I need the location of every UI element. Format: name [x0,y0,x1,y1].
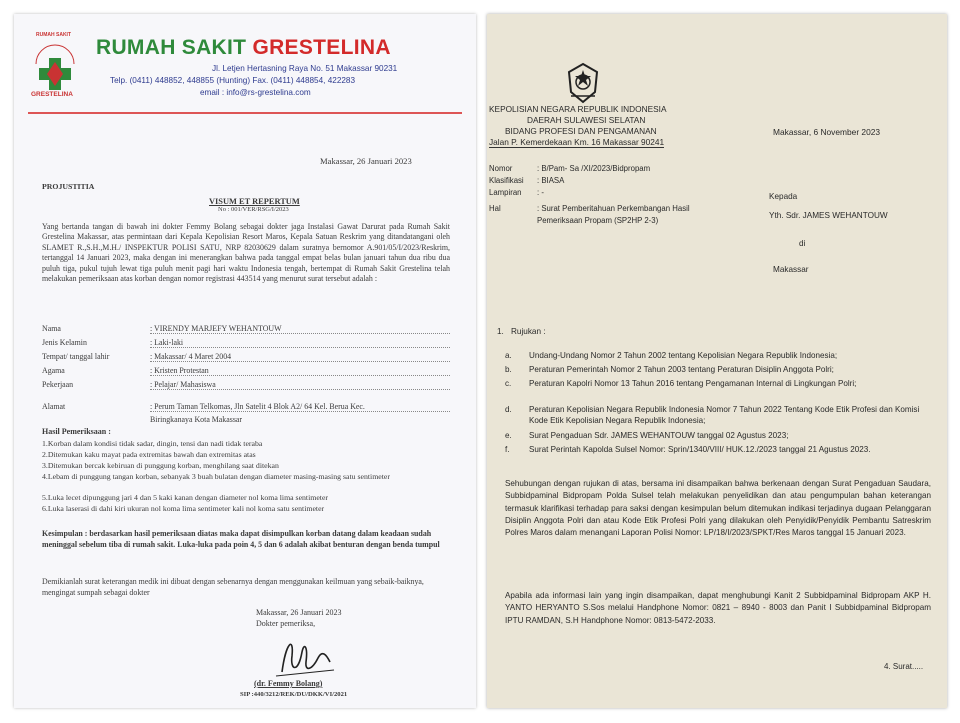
doctor-name: (dr. Femmy Bolang) [254,679,323,688]
identity-value: : Pelajar/ Mahasiswa [150,380,450,390]
body-paragraph-2: Apabila ada informasi lain yang ingin disampaikan, dapat menghubungi Kanit 2 Subbidpaminal Bidpropam AKP H. YANTO HERYANTO S.Sos melalui Handphone Nomor: 0821 – 8940 - 8003 dan Panit I Subbidpaminal Bidpropam IPTU RAMDAN, S.H Handphone Nomor: 0813-5472-2033. [505,591,931,625]
rujukan-label: Rujukan : [511,327,546,336]
meta-key: Nomor [489,164,513,173]
hospital-name-suffix: GRESTELINA [252,36,391,59]
document-title: VISUM ET REPERTUM [209,197,300,206]
reference-mark: a. [505,351,512,360]
subject-line-2: Pemeriksaan Propam (SP2HP 2-3) [537,216,659,225]
address-line-2: Biringkanaya Kota Makassar [150,415,243,424]
reference-item [505,378,935,402]
reference-mark: c. [505,379,512,388]
reference-text: Peraturan Kepolisian Negara Republik Indonesia Nomor 7 Tahun 2022 Tentang Kode Etik Profesi dan Komisi Kode Etik Kepolisian Negara Republik Indonesia; [529,405,920,426]
identity-label: Nama [42,324,61,333]
reference-mark: e. [505,431,512,440]
police-emblem-icon [563,62,603,104]
projustitia-label: PROJUSTITIA [42,182,95,191]
findings-title: Hasil Pemeriksaan : [42,427,111,436]
recipient-kepada: Kepada [769,192,798,201]
letter-date: Makassar, 6 November 2023 [773,127,881,137]
next-page-marker: 4. Surat..... [884,662,924,671]
identity-row [42,338,452,348]
letter-date: Makassar, 26 Januari 2023 [320,156,412,166]
reference-mark: f. [505,445,510,454]
police-header-line: DAERAH SULAWESI SELATAN [527,115,646,125]
finding-item: 6.Luka laserasi di dahi kiri ukuran nol koma lima sentimeter kali nol koma satu sentimeter [42,504,325,513]
doctor-sip: SIP :440/3212/REK/DU/DKK/VI/2021 [240,691,348,698]
identity-value: : Laki-laki [150,338,450,348]
police-header-line: KEPOLISIAN NEGARA REPUBLIK INDONESIA [489,104,667,114]
police-header-line: Jalan P. Kemerdekaan Km. 16 Makassar 90241 [489,137,665,147]
identity-row [42,402,452,412]
closing-paragraph: Demikianlah surat keterangan medik ini dibuat dengan sebenarnya dengan menggunakan keilmuan yang sebaik-baiknya, mengingat sumpah sebagai dokter [42,577,424,597]
signature-date: Makassar, 26 Januari 2023 [256,608,342,617]
hospital-email: email : info@rs-grestelina.com [200,88,311,97]
reference-item [505,404,935,428]
recipient-city: Makassar [773,265,809,274]
finding-item: 3.Ditemukan bercak kebiruan di punggung korban, menghilang saat ditekan [42,461,279,470]
reference-text: Surat Pengaduan Sdr. JAMES WEHANTOUW tanggal 02 Agustus 2023; [529,431,789,440]
meta-value: : Surat Pemberitahuan Perkembangan Hasil [537,204,690,213]
identity-value: : Kristen Protestan [150,366,450,376]
reference-item [505,364,935,376]
finding-item: 4.Lebam di punggung tangan korban, sebanyak 3 buah bulatan dengan diameter masing-masing satu sentimeter [42,472,390,481]
hospital-letter-page [14,14,476,708]
finding-item: 1.Korban dalam kondisi tidak sadar, dingin, tensi dan nadi tidak teraba [42,439,263,448]
meta-key: Hal [489,204,501,213]
identity-value: : VIRENDY MARJEFY WEHANTOUW [150,324,450,334]
identity-label: Alamat [42,402,66,411]
meta-key: Klasifikasi [489,176,524,185]
doctor-signature-icon [272,632,342,680]
conclusion-paragraph: Kesimpulan : berdasarkan hasil pemeriksaan diatas maka dapat disimpulkan korban datang dalam keadaan sudah meninggal sebelum tiba di rumah sakit. Luka-luka pada poin 4, 5 dan 6 adalah akibat benturan dengan benda tumpul [42,529,440,549]
intro-paragraph: Yang bertanda tangan di bawah ini dokter Femmy Bolang sebagai dokter jaga Instalasi Gawat Darurat pada Rumah Sakit Grestelina Makassar, atas permintaan dari Kepala Kepolisian Resort Maros, Kepala Satuan Reskrim yang ditandatangani oleh SLAMET R.,S.H.,M.H./ INSPEKTUR POLISI SATU, NRP 82030629 dalam suratnya bernomor A.901/05/I/2023/Reskrim, tertanggal 14 Januari 2023, maka dengan ini menerangkan bahwa pada tanggal empat belas bulan januari tahun dua ribu dua puluh tiga, pukul tujuh lewat tiga puluh menit pagi hari waktu Indonesia tengah, bertempat di Rumah Sakit Grestelina telah melakukan pemeriksaan atas korban dengan nomor registrasi 443514 yang menurut surat tersebut adalah : [42,222,450,284]
identity-value: : Makassar/ 4 Maret 2004 [150,352,450,362]
finding-item: 5.Luka lecet dipunggung jari 4 dan 5 kaki kanan dengan diameter nol koma lima sentimeter [42,493,329,502]
header-divider [28,112,462,114]
reference-text: Peraturan Pemerintah Nomor 2 Tahun 2003 tentang Peraturan Disiplin Anggota Polri; [529,365,834,374]
identity-value: : Perum Taman Telkomas, Jln Satelit 4 Blok A2/ 64 Kel. Berua Kec. [150,402,450,412]
hospital-name-prefix: RUMAH SAKIT [96,36,247,59]
recipient-di: di [799,239,806,248]
identity-label: Pekerjaan [42,380,74,389]
hospital-name [96,36,391,60]
finding-item: 2.Ditemukan kaku mayat pada extremitas bawah dan extremitas atas [42,450,256,459]
rujukan-number: 1. [497,327,504,336]
reference-item [505,430,935,442]
police-letter-page [487,14,947,708]
meta-key: Lampiran [489,188,522,197]
reference-text: Undang-Undang Nomor 2 Tahun 2002 tentang Kepolisian Negara Republik Indonesia; [529,351,838,360]
logo-text-bottom: GRESTELINA [31,91,73,98]
meta-value: : - [537,188,544,197]
reference-text: Surat Perintah Kapolda Sulsel Nomor: Sprin/1340/VIII/ HUK.12./2023 tanggal 21 Agustus 2023. [529,445,871,454]
identity-row [42,366,452,376]
identity-row [42,324,452,334]
identity-label: Agama [42,366,65,375]
reference-mark: d. [505,405,512,414]
hospital-phone: Telp. (0411) 448852, 448855 (Hunting) Fax. (0411) 448854, 422283 [110,76,356,85]
reference-mark: b. [505,365,512,374]
document-number: No : 001/VER/RSG/I/2023 [218,206,289,213]
signature-role: Dokter pemeriksa, [256,619,316,628]
meta-value: : BIASA [537,176,565,185]
reference-item [505,444,935,468]
recipient-name: Yth. Sdr. JAMES WEHANTOUW [769,211,888,220]
identity-row [42,380,452,390]
identity-label: Tempat/ tanggal lahir [42,352,110,361]
hospital-address: Jl. Letjen Hertasning Raya No. 51 Makassar 90231 [212,64,398,73]
identity-row [42,352,452,362]
body-paragraph-1: Sehubungan dengan rujukan di atas, bersama ini disampaikan bahwa berkenaan dengan Surat Pengaduan Saudara, Subbidpaminal Bidpropam Polda Sulsel telah melakukan penyelidikan dan atau pengumpulan bahan keterangan termasuk klarifikasi terhadap para saksi dengan kesimpulan belum ditemukan indikasi terjadinya dugaan Pelanggaran Disiplin Anggota Polri dan atau Kode Etik Profesi Polri yang dilakukan oleh Penyidik/Penyidik Pembantu Satreskrim Polres Maros dalam menangani Laporan Polisi Nomor: LP/18/I/2023/SPKT/Res Maros tanggal 15 Januari 2023. [505,479,931,538]
police-header-line: BIDANG PROFESI DAN PENGAMANAN [505,126,657,136]
reference-text: Peraturan Kapolri Nomor 13 Tahun 2016 tentang Pengamanan Internal di Lingkungan Polri; [529,379,857,388]
meta-value: : B/Pam- Sa /XI/2023/Bidpropam [537,164,651,173]
identity-label: Jenis Kelamin [42,338,87,347]
reference-item [505,350,935,362]
logo-text-top: RUMAH SAKIT [36,32,71,38]
